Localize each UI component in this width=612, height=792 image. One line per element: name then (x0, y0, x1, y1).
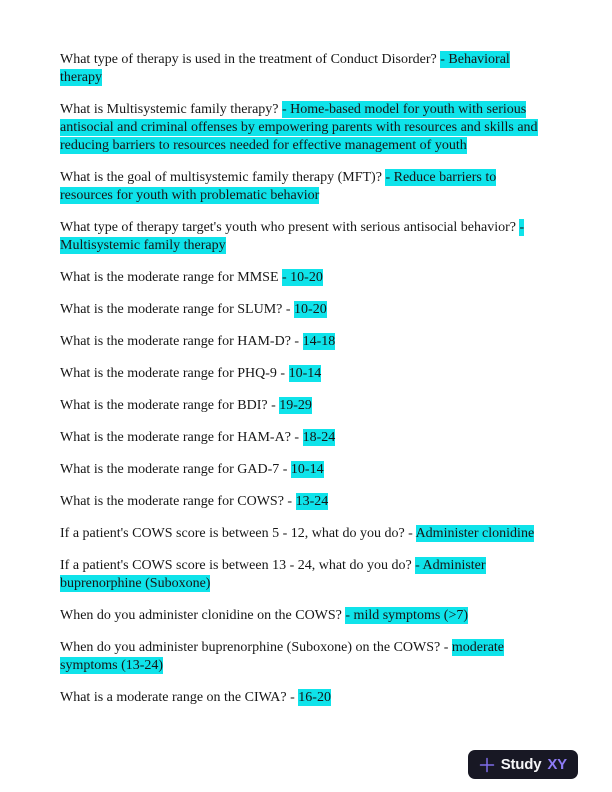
qa-item (60, 101, 544, 155)
answer-highlight: - Reduce barriers to resources for youth with problematic behavior (60, 170, 497, 203)
studyxy-logo-badge (468, 750, 578, 779)
qa-item (60, 269, 544, 287)
answer-highlight: - Administer buprenorphine (Suboxone) (60, 558, 486, 591)
qa-item (60, 301, 544, 319)
answer-highlight: - Home-based model for youth with serious antisocial and criminal offenses by empowering parents with resources and skills and reducing barriers to resources needed for effective management of youth (60, 102, 538, 153)
logo-text-primary: Study (500, 756, 542, 773)
question-text: What is a moderate range on the CIWA? - (60, 690, 299, 705)
answer-highlight: 10-14 (290, 462, 324, 477)
qa-item (60, 219, 544, 255)
answer-highlight: moderate symptoms (13-24) (60, 640, 505, 673)
question-text: What is the moderate range for PHQ-9 - (60, 366, 289, 381)
answer-highlight: 18-24 (302, 430, 336, 445)
question-text: What is the goal of multisystemic family therapy (MFT)? (60, 170, 386, 185)
question-text: What is the moderate range for HAM-D? - (60, 334, 303, 349)
answer-highlight: 19-29 (279, 398, 312, 413)
qa-item (60, 639, 544, 675)
qa-list (60, 51, 544, 721)
qa-item (60, 557, 544, 593)
answer-highlight: 16-20 (298, 690, 331, 705)
question-text: When do you administer buprenorphine (Suboxone) on the COWS? - (60, 640, 452, 655)
question-text: If a patient's COWS score is between 13 - 24, what do you do? (60, 558, 416, 573)
qa-item (60, 169, 544, 205)
qa-item (60, 397, 544, 415)
question-text: What is the moderate range for HAM-A? - (60, 430, 303, 445)
qa-item (60, 493, 544, 511)
answer-highlight: Administer clonidine (415, 526, 535, 541)
question-text: What type of therapy target's youth who present with serious antisocial behavior? (60, 220, 520, 235)
question-text: When do you administer clonidine on the COWS? (60, 608, 346, 623)
qa-item (60, 607, 544, 625)
plus-icon (479, 757, 495, 773)
qa-item (60, 429, 544, 447)
answer-highlight: - Behavioral therapy (60, 52, 510, 85)
answer-highlight: 13-24 (295, 494, 329, 509)
question-text: What is the moderate range for SLUM? - (60, 302, 295, 317)
logo-text-accent: XY (547, 756, 567, 773)
question-text: What is the moderate range for GAD-7 - (60, 462, 291, 477)
answer-highlight: - Multisystemic family therapy (60, 220, 525, 253)
answer-highlight: - 10-20 (282, 270, 323, 285)
question-text: What is the moderate range for MMSE (60, 270, 282, 285)
answer-highlight: - mild symptoms (>7) (345, 608, 469, 623)
question-text: What type of therapy is used in the treatment of Conduct Disorder? (60, 52, 441, 67)
question-text: What is the moderate range for BDI? - (60, 398, 280, 413)
question-text: What is the moderate range for COWS? - (60, 494, 296, 509)
answer-highlight: 10-20 (294, 302, 327, 317)
qa-item (60, 689, 544, 707)
answer-highlight: 14-18 (302, 334, 336, 349)
qa-item (60, 461, 544, 479)
answer-highlight: 10-14 (288, 366, 322, 381)
qa-item (60, 333, 544, 351)
qa-item (60, 525, 544, 543)
question-text: If a patient's COWS score is between 5 - 12, what do you do? - (60, 526, 416, 541)
question-text: What is Multisystemic family therapy? (60, 102, 283, 117)
qa-item (60, 51, 544, 87)
qa-item (60, 365, 544, 383)
